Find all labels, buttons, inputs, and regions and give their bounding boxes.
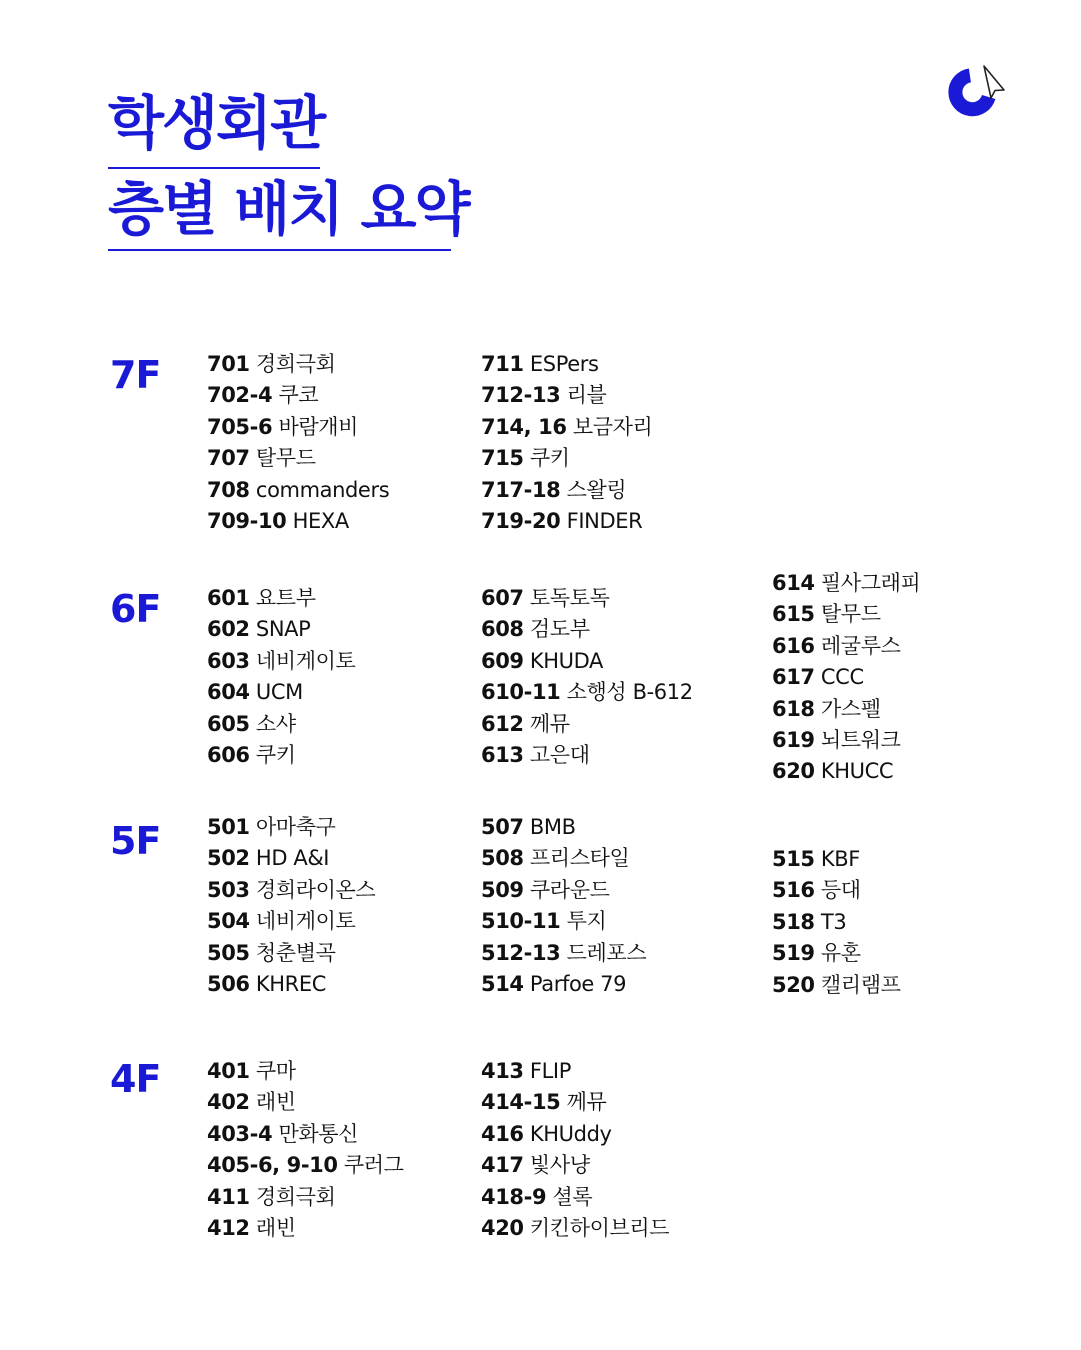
room-item: 617 CCC bbox=[772, 665, 864, 690]
room-item: 601 요트부 bbox=[207, 586, 316, 610]
room-item: 405-6, 9-10 쿠러그 bbox=[207, 1153, 404, 1178]
room-item: 420 키킨하이브리드 bbox=[481, 1215, 670, 1240]
arrow-cursor-logo-icon bbox=[944, 62, 1010, 126]
floor-5f-column-1 bbox=[207, 812, 477, 1000]
floor-6f-column-1 bbox=[207, 583, 477, 771]
floor-7f-column-2 bbox=[481, 349, 751, 537]
title-underline-1 bbox=[108, 167, 320, 169]
room-item: 717-18 스왈링 bbox=[481, 477, 627, 502]
floor-7f-column-1 bbox=[207, 349, 477, 537]
title-underline-2 bbox=[108, 249, 451, 251]
room-item: 501 아마축구 bbox=[207, 815, 336, 839]
room-item: 602 SNAP bbox=[207, 617, 311, 642]
room-item: 605 소샤 bbox=[207, 711, 296, 736]
room-item: 604 UCM bbox=[207, 680, 303, 705]
room-item: 505 청춘별곡 bbox=[207, 940, 336, 965]
room-item: 507 BMB bbox=[481, 815, 576, 839]
room-item: 402 래빈 bbox=[207, 1090, 296, 1115]
room-item: 719-20 FINDER bbox=[481, 508, 643, 533]
room-item: 709-10 HEXA bbox=[207, 508, 349, 533]
room-item: 702-4 쿠코 bbox=[207, 383, 319, 408]
room-item: 519 유혼 bbox=[772, 941, 861, 966]
floor-4f-column-2 bbox=[481, 1056, 751, 1244]
room-item: 619 뇌트워크 bbox=[772, 727, 901, 752]
floor-5f-column-2 bbox=[481, 812, 751, 1000]
room-item: 618 가스펠 bbox=[772, 696, 881, 721]
room-item: 508 프리스타일 bbox=[481, 846, 630, 871]
room-item: 610-11 소행성 B-612 bbox=[481, 680, 693, 705]
room-item: 401 쿠마 bbox=[207, 1059, 296, 1083]
room-item: 705-6 바람개비 bbox=[207, 414, 358, 439]
room-item: 414-15 께뮤 bbox=[481, 1090, 607, 1115]
room-item: 506 KHREC bbox=[207, 971, 327, 996]
floor-5f-column-3 bbox=[772, 844, 1042, 1001]
room-item: 707 탈무드 bbox=[207, 446, 316, 471]
floor-6f-column-3 bbox=[772, 568, 1042, 788]
room-item: 613 고은대 bbox=[481, 742, 590, 767]
page-title-line-1: 학생회관 bbox=[108, 89, 325, 157]
floor-label-7f: 7F bbox=[110, 353, 161, 397]
room-item: 609 KHUDA bbox=[481, 648, 604, 673]
room-item: 503 경희라이온스 bbox=[207, 877, 376, 902]
room-item: 608 검도부 bbox=[481, 617, 590, 642]
room-item: 412 래빈 bbox=[207, 1215, 296, 1240]
room-item: 502 HD A&I bbox=[207, 846, 330, 871]
room-item: 512-13 드레포스 bbox=[481, 940, 647, 965]
floor-label-6f: 6F bbox=[110, 587, 161, 631]
room-item: 612 께뮤 bbox=[481, 711, 570, 736]
room-item: 614 필사그래피 bbox=[772, 571, 921, 595]
room-item: 711 ESPers bbox=[481, 352, 599, 376]
room-item: 615 탈무드 bbox=[772, 602, 881, 627]
floor-label-4f: 4F bbox=[110, 1057, 161, 1101]
room-item: 712-13 리블 bbox=[481, 383, 607, 408]
room-item: 403-4 만화통신 bbox=[207, 1121, 358, 1146]
room-item: 413 FLIP bbox=[481, 1059, 571, 1083]
room-item: 411 경희극회 bbox=[207, 1184, 336, 1209]
room-item: 416 KHUddy bbox=[481, 1121, 612, 1146]
room-item: 606 쿠키 bbox=[207, 742, 296, 767]
floor-4f-column-1 bbox=[207, 1056, 477, 1244]
room-item: 514 Parfoe 79 bbox=[481, 971, 627, 996]
room-item: 510-11 투지 bbox=[481, 909, 607, 934]
room-item: 715 쿠키 bbox=[481, 446, 570, 471]
page-title-line-2: 층별 배치 요약 bbox=[108, 175, 469, 243]
room-item: 708 commanders bbox=[207, 477, 390, 502]
room-item: 504 네비게이토 bbox=[207, 909, 356, 934]
room-item: 515 KBF bbox=[772, 847, 860, 871]
room-item: 714, 16 보금자리 bbox=[481, 414, 653, 439]
room-item: 417 빛사냥 bbox=[481, 1153, 590, 1178]
room-item: 509 쿠라운드 bbox=[481, 877, 610, 902]
room-item: 520 캘리램프 bbox=[772, 972, 901, 997]
room-item: 607 토독토독 bbox=[481, 586, 610, 610]
room-item: 518 T3 bbox=[772, 909, 847, 934]
room-item: 616 레굴루스 bbox=[772, 633, 901, 658]
room-item: 603 네비게이토 bbox=[207, 648, 356, 673]
room-item: 701 경희극회 bbox=[207, 352, 336, 376]
room-item: 418-9 셜록 bbox=[481, 1184, 593, 1209]
room-item: 516 등대 bbox=[772, 878, 861, 903]
room-item: 620 KHUCC bbox=[772, 759, 894, 784]
floor-label-5f: 5F bbox=[110, 819, 161, 863]
floor-6f-column-2 bbox=[481, 583, 751, 771]
